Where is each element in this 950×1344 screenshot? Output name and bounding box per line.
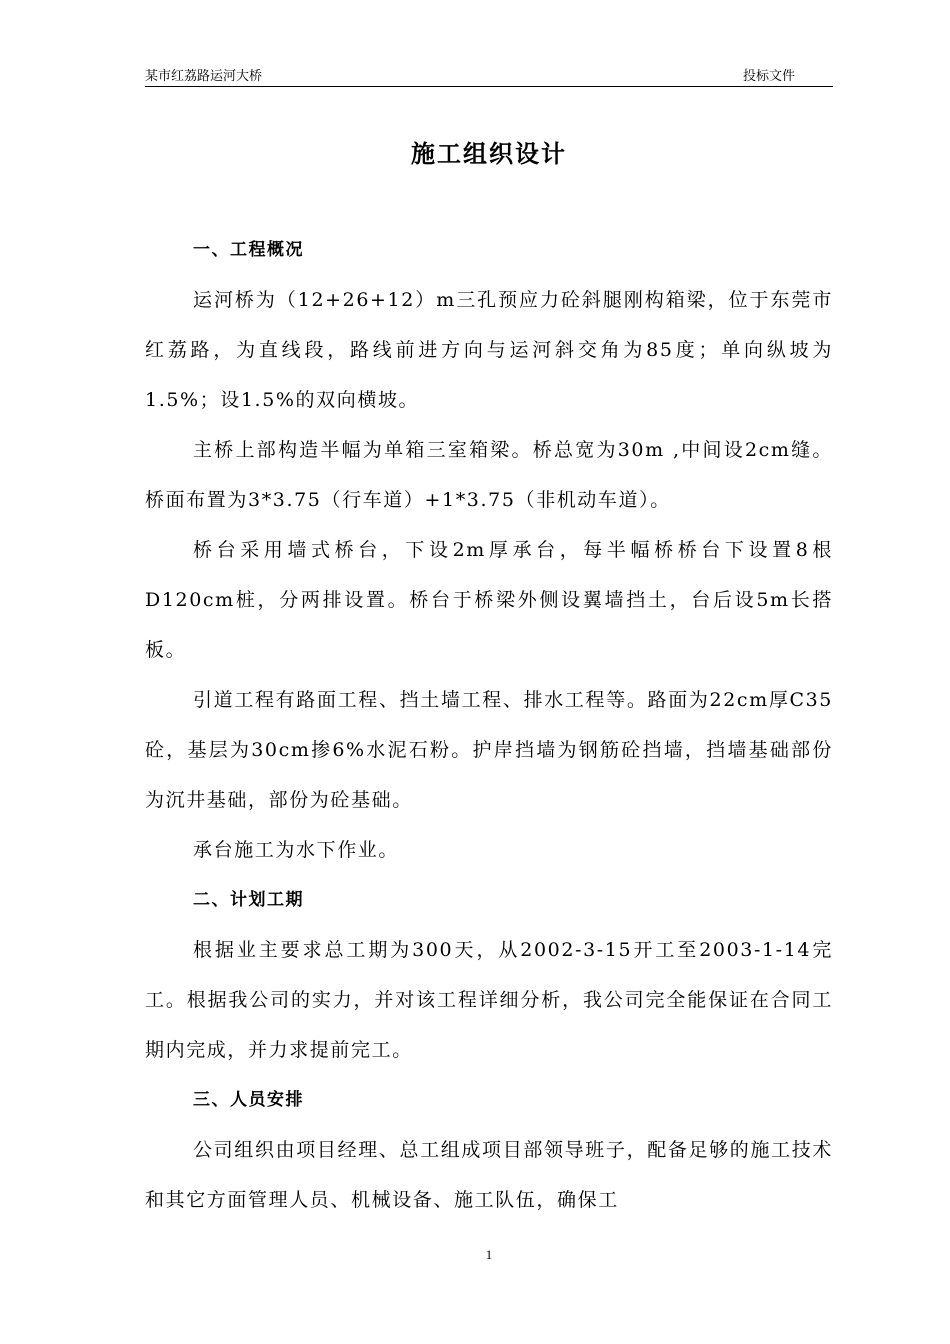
paragraph: 承台施工为水下作业。	[193, 839, 400, 861]
paragraph: 主桥上部构造半幅为单箱三室箱梁。桥总宽为30m ,中间设2cm缝。桥面布置为3*3.75（行车道）+1*3.75（非机动车道）。	[145, 439, 833, 511]
paragraph: 运河桥为（12+26+12）m三孔预应力砼斜腿刚构箱梁，位于东莞市红荔路，为直线段，路线前进方向与运河斜交角为85度；单向纵坡为1.5%；设1.5%的双向横坡。	[145, 289, 833, 411]
document-title: 施工组织设计	[411, 139, 567, 168]
paragraph: 引道工程有路面工程、挡土墙工程、排水工程等。路面为22cm厚C35砼，基层为30cm掺6%水泥石粉。护岸挡墙为钢筋砼挡墙，挡墙基础部份为沉井基础，部份为砼基础。	[145, 689, 833, 811]
paragraph: 根据业主要求总工期为300天，从2002-3-15开工至2003-1-14完工。根据我公司的实力，并对该工程详细分析，我公司完全能保证在合同工期内完成，并力求提前完工。	[145, 939, 833, 1061]
section-staffing	[145, 1075, 833, 1225]
document-body	[145, 225, 833, 1225]
section-heading: 三、人员安排	[193, 1090, 304, 1110]
section-schedule	[145, 875, 833, 1075]
paragraph: 桥台采用墙式桥台，下设2m厚承台，每半幅桥桥台下设置8根D120cm桩，分两排设置。桥台于桥梁外侧设翼墙挡土，台后设5m长搭板。	[145, 539, 833, 661]
header-project-name: 某市红荔路运河大桥	[145, 68, 263, 83]
section-overview	[145, 225, 833, 875]
paragraph: 公司组织由项目经理、总工组成项目部领导班子，配备足够的施工技术和其它方面管理人员、机械设备、施工队伍，确保工	[145, 1139, 833, 1211]
header-document-type: 投标文件	[742, 68, 795, 83]
section-heading: 一、工程概况	[193, 240, 304, 260]
page-header	[145, 66, 833, 87]
page-number: 1	[485, 1247, 493, 1262]
section-heading: 二、计划工期	[193, 890, 304, 910]
